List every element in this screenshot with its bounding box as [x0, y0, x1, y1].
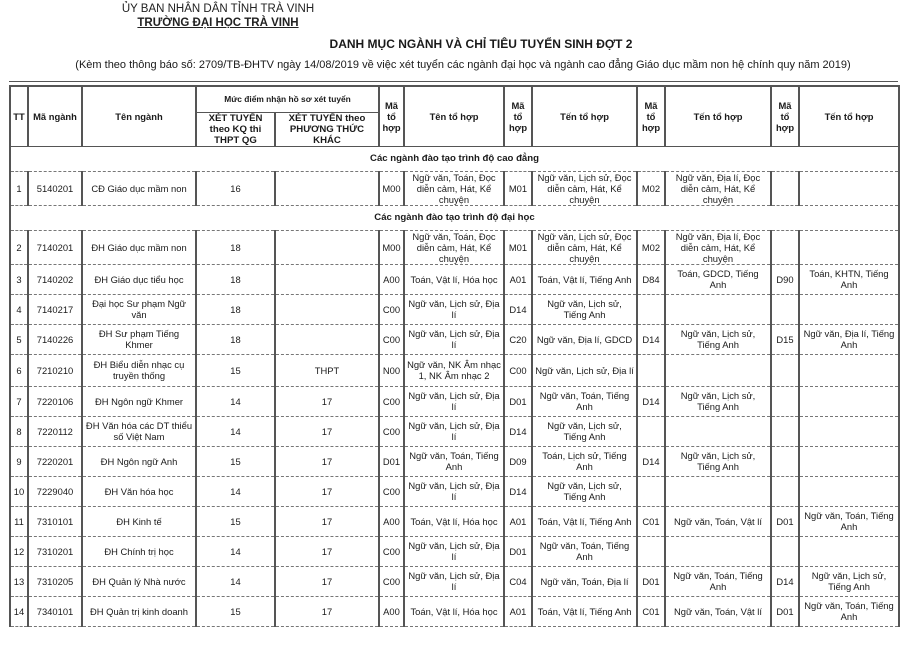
cell-tt: 2	[10, 230, 28, 264]
cell-ten-to-hop-1: Ngữ văn, Lịch sử, Địa lí	[404, 536, 504, 566]
cell-ma-to-hop-2: D01	[504, 386, 532, 416]
cell-ma-to-hop-1: C00	[379, 416, 404, 446]
cell-ma-nganh: 7220201	[28, 446, 82, 476]
cell-ten-to-hop-4	[799, 446, 899, 476]
cell-ten-to-hop-1: Ngữ văn, Toán, Đọc diễn cảm, Hát, Kể chuyện	[404, 171, 504, 205]
col-header-ma-to-hop-1: Mã tổ hợp	[379, 86, 404, 146]
cell-ten-to-hop-2: Ngữ văn, Toán, Tiếng Anh	[532, 386, 637, 416]
col-header-tt: TT	[10, 86, 28, 146]
table-row	[10, 386, 899, 416]
cell-ten-to-hop-2: Ngữ văn, Lịch sử, Địa lí	[532, 354, 637, 386]
cell-ma-to-hop-3	[637, 476, 665, 506]
col-header-ten-to-hop-3: Tến tổ hợp	[665, 86, 771, 146]
cell-ma-to-hop-4	[771, 294, 799, 324]
cell-ma-to-hop-1: D01	[379, 446, 404, 476]
cell-ma-nganh: 7310205	[28, 566, 82, 596]
cell-ten-to-hop-2: Toán, Vật lí, Tiếng Anh	[532, 506, 637, 536]
cell-ma-to-hop-1: C00	[379, 566, 404, 596]
header-rule	[9, 81, 898, 82]
cell-ma-to-hop-4: D01	[771, 506, 799, 536]
cell-ten-to-hop-2: Toán, Vật lí, Tiếng Anh	[532, 596, 637, 626]
cell-diem-thpt: 16	[196, 171, 275, 205]
cell-ten-to-hop-2: Ngữ văn, Toán, Tiếng Anh	[532, 536, 637, 566]
cell-ten-to-hop-1: Ngữ văn, Toán, Tiếng Anh	[404, 446, 504, 476]
section-row	[10, 146, 899, 171]
cell-diem-thpt: 14	[196, 536, 275, 566]
cell-ten-to-hop-4: Ngữ văn, Toán, Tiếng Anh	[799, 596, 899, 626]
cell-ma-to-hop-1: C00	[379, 294, 404, 324]
cell-ten-to-hop-3	[665, 536, 771, 566]
cell-ten-to-hop-3	[665, 476, 771, 506]
cell-ma-nganh: 7220106	[28, 386, 82, 416]
table-row	[10, 506, 899, 536]
cell-ten-to-hop-1: Ngữ văn, Lịch sử, Địa lí	[404, 416, 504, 446]
col-header-ten-nganh: Tên ngành	[82, 86, 196, 146]
cell-ten-to-hop-3: Ngữ văn, Địa lí, Đọc diễn cảm, Hát, Kể chuyện	[665, 171, 771, 205]
cell-diem-thpt: 15	[196, 446, 275, 476]
table-row	[10, 294, 899, 324]
cell-tt: 8	[10, 416, 28, 446]
cell-ma-to-hop-3: D14	[637, 446, 665, 476]
cell-ten-to-hop-2: Toán, Lịch sử, Tiếng Anh	[532, 446, 637, 476]
cell-ten-nganh: CĐ Giáo dục mầm non	[82, 171, 196, 205]
admissions-table	[9, 85, 900, 627]
cell-tt: 13	[10, 566, 28, 596]
cell-ma-to-hop-3: C01	[637, 506, 665, 536]
cell-ten-to-hop-2: Ngữ văn, Lịch sử, Tiếng Anh	[532, 294, 637, 324]
cell-ten-nganh: ĐH Quản lý Nhà nước	[82, 566, 196, 596]
cell-ten-nganh: ĐH Kinh tế	[82, 506, 196, 536]
cell-ma-to-hop-2: C04	[504, 566, 532, 596]
cell-ten-to-hop-3: Toán, GDCD, Tiếng Anh	[665, 264, 771, 294]
cell-diem-khac	[275, 171, 379, 205]
cell-ma-to-hop-1: C00	[379, 476, 404, 506]
cell-ma-to-hop-2: D14	[504, 294, 532, 324]
cell-ma-to-hop-4	[771, 354, 799, 386]
cell-ten-nganh: ĐH Văn hóa các DT thiểu số Việt Nam	[82, 416, 196, 446]
cell-diem-thpt: 14	[196, 416, 275, 446]
cell-ten-to-hop-1: Toán, Vật lí, Hóa học	[404, 506, 504, 536]
cell-diem-thpt: 14	[196, 566, 275, 596]
cell-ten-to-hop-4: Ngữ văn, Địa lí, Tiếng Anh	[799, 324, 899, 354]
cell-ma-to-hop-1: A00	[379, 596, 404, 626]
cell-ten-to-hop-4	[799, 476, 899, 506]
cell-ten-to-hop-3: Ngữ văn, Toán, Tiếng Anh	[665, 566, 771, 596]
cell-ten-to-hop-2: Ngữ văn, Lịch sử, Tiếng Anh	[532, 416, 637, 446]
cell-ten-to-hop-1: Toán, Vật lí, Hóa học	[404, 596, 504, 626]
col-header-ma-to-hop-2: Mã tổ hợp	[504, 86, 532, 146]
cell-diem-khac: 17	[275, 506, 379, 536]
cell-ma-to-hop-2: A01	[504, 264, 532, 294]
cell-ten-nganh: ĐH Chính trị học	[82, 536, 196, 566]
cell-diem-thpt: 18	[196, 324, 275, 354]
cell-ten-to-hop-4: Toán, KHTN, Tiếng Anh	[799, 264, 899, 294]
cell-ten-to-hop-4	[799, 230, 899, 264]
cell-ma-to-hop-4: D14	[771, 566, 799, 596]
cell-diem-khac: 17	[275, 476, 379, 506]
cell-ma-to-hop-4	[771, 230, 799, 264]
cell-ma-to-hop-4	[771, 476, 799, 506]
cell-ma-to-hop-3: D14	[637, 324, 665, 354]
document-title: DANH MỤC NGÀNH VÀ CHỈ TIÊU TUYỂN SINH ĐỢT 2	[329, 37, 633, 51]
cell-ma-to-hop-4	[771, 536, 799, 566]
cell-ma-to-hop-4	[771, 386, 799, 416]
cell-ten-nganh: ĐH Giáo dục tiểu học	[82, 264, 196, 294]
cell-ten-to-hop-4	[799, 536, 899, 566]
cell-ma-to-hop-2: D14	[504, 416, 532, 446]
cell-ten-to-hop-2: Toán, Vật lí, Tiếng Anh	[532, 264, 637, 294]
cell-ten-to-hop-2: Ngữ văn, Lịch sử, Đọc diễn cảm, Hát, Kể chuyện	[532, 171, 637, 205]
cell-diem-thpt: 18	[196, 230, 275, 264]
cell-ma-to-hop-2: C20	[504, 324, 532, 354]
cell-ma-to-hop-4	[771, 416, 799, 446]
col-header-ma-to-hop-3: Mã tổ hợp	[637, 86, 665, 146]
cell-tt: 5	[10, 324, 28, 354]
cell-diem-thpt: 18	[196, 264, 275, 294]
col-header-ma-nganh: Mã ngành	[28, 86, 82, 146]
cell-ma-to-hop-3: M02	[637, 171, 665, 205]
cell-ten-to-hop-4	[799, 416, 899, 446]
cell-ten-to-hop-1: Ngữ văn, Lịch sử, Địa lí	[404, 476, 504, 506]
table-body	[10, 146, 899, 626]
cell-ma-nganh: 7310201	[28, 536, 82, 566]
table-row	[10, 536, 899, 566]
cell-diem-khac	[275, 294, 379, 324]
cell-ten-to-hop-1: Ngữ văn, NK Âm nhạc 1, NK Âm nhạc 2	[404, 354, 504, 386]
cell-ten-nganh: ĐH Quản trị kinh doanh	[82, 596, 196, 626]
cell-ma-nganh: 7140202	[28, 264, 82, 294]
cell-ten-to-hop-1: Ngữ văn, Toán, Đọc diễn cảm, Hát, Kể chuyện	[404, 230, 504, 264]
cell-diem-khac: 17	[275, 536, 379, 566]
cell-ma-to-hop-1: M00	[379, 230, 404, 264]
cell-ma-to-hop-3: M02	[637, 230, 665, 264]
cell-ten-to-hop-3: Ngữ văn, Toán, Vật lí	[665, 596, 771, 626]
cell-ten-nganh: ĐH Biểu diễn nhạc cụ truyền thống	[82, 354, 196, 386]
cell-ten-to-hop-2: Ngữ văn, Lịch sử, Đọc diễn cảm, Hát, Kể chuyện	[532, 230, 637, 264]
cell-tt: 1	[10, 171, 28, 205]
cell-ten-to-hop-3: Ngữ văn, Lịch sử, Tiếng Anh	[665, 324, 771, 354]
col-header-ten-to-hop-4: Tến tổ hợp	[799, 86, 899, 146]
cell-tt: 12	[10, 536, 28, 566]
cell-ma-to-hop-4	[771, 171, 799, 205]
cell-ma-nganh: 7210210	[28, 354, 82, 386]
cell-ma-to-hop-3	[637, 416, 665, 446]
cell-diem-khac	[275, 264, 379, 294]
cell-ma-to-hop-3	[637, 354, 665, 386]
section-label: Các ngành đào tạo trình độ cao đẳng	[10, 146, 899, 171]
cell-tt: 6	[10, 354, 28, 386]
cell-ma-to-hop-1: A00	[379, 506, 404, 536]
cell-ten-to-hop-2: Ngữ văn, Địa lí, GDCD	[532, 324, 637, 354]
cell-ten-to-hop-4	[799, 386, 899, 416]
cell-diem-thpt: 14	[196, 476, 275, 506]
cell-diem-khac: 17	[275, 596, 379, 626]
table-row	[10, 446, 899, 476]
cell-ma-to-hop-1: C00	[379, 536, 404, 566]
cell-ten-to-hop-1: Ngữ văn, Lịch sử, Địa lí	[404, 294, 504, 324]
cell-tt: 10	[10, 476, 28, 506]
table-row	[10, 354, 899, 386]
cell-ma-to-hop-1: A00	[379, 264, 404, 294]
cell-ma-nganh: 7340101	[28, 596, 82, 626]
cell-tt: 11	[10, 506, 28, 536]
col-header-ten-to-hop-1: Tên tổ hợp	[404, 86, 504, 146]
cell-ma-to-hop-2: M01	[504, 230, 532, 264]
cell-ma-to-hop-3	[637, 294, 665, 324]
table-row	[10, 264, 899, 294]
table-header	[10, 86, 899, 146]
section-label: Các ngành đào tạo trình độ đại học	[10, 205, 899, 230]
cell-ten-to-hop-3: Ngữ văn, Lịch sử, Tiếng Anh	[665, 446, 771, 476]
document-subtitle: (Kèm theo thông báo số: 2709/TB-ĐHTV ngày 14/08/2019 về việc xét tuyển các ngành đại học và ngành cao đẳng Giáo dục mầm non hệ chính quy năm 2019)	[75, 59, 851, 71]
table-row	[10, 596, 899, 626]
cell-ten-nganh: ĐH Văn hóa học	[82, 476, 196, 506]
cell-ma-to-hop-1: M00	[379, 171, 404, 205]
cell-ma-nganh: 7140226	[28, 324, 82, 354]
cell-diem-thpt: 18	[196, 294, 275, 324]
cell-tt: 9	[10, 446, 28, 476]
cell-ma-to-hop-2: D14	[504, 476, 532, 506]
table-row	[10, 324, 899, 354]
col-header-ma-to-hop-4: Mã tổ hợp	[771, 86, 799, 146]
cell-ten-to-hop-3: Ngữ văn, Lịch sử, Tiếng Anh	[665, 386, 771, 416]
col-header-xt-khac: XÉT TUYỂN theo PHƯƠNG THỨC KHÁC	[275, 112, 379, 146]
cell-ten-to-hop-4: Ngữ văn, Toán, Tiếng Anh	[799, 506, 899, 536]
cell-ma-to-hop-2: M01	[504, 171, 532, 205]
cell-ma-to-hop-3: D01	[637, 566, 665, 596]
cell-diem-khac: THPT	[275, 354, 379, 386]
table-row	[10, 230, 899, 264]
cell-diem-thpt: 15	[196, 596, 275, 626]
cell-ma-nganh: 7220112	[28, 416, 82, 446]
col-header-ten-to-hop-2: Tến tổ hợp	[532, 86, 637, 146]
cell-ten-nganh: ĐH Sư phạm Tiếng Khmer	[82, 324, 196, 354]
cell-tt: 7	[10, 386, 28, 416]
cell-ma-to-hop-2: A01	[504, 506, 532, 536]
cell-diem-khac: 17	[275, 416, 379, 446]
cell-ma-to-hop-1: C00	[379, 324, 404, 354]
col-header-xt-thpt: XÉT TUYỂN theo KQ thi THPT QG	[196, 112, 275, 146]
cell-ma-to-hop-3: D84	[637, 264, 665, 294]
table-row	[10, 416, 899, 446]
cell-ma-to-hop-4: D15	[771, 324, 799, 354]
cell-ma-to-hop-4: D01	[771, 596, 799, 626]
table-row	[10, 171, 899, 205]
cell-ten-to-hop-1: Toán, Vật lí, Hóa học	[404, 264, 504, 294]
table-row	[10, 566, 899, 596]
cell-ten-to-hop-3: Ngữ văn, Địa lí, Đọc diễn cảm, Hát, Kể chuyện	[665, 230, 771, 264]
cell-diem-khac: 17	[275, 386, 379, 416]
cell-ten-to-hop-3	[665, 416, 771, 446]
cell-ten-to-hop-3	[665, 294, 771, 324]
cell-ten-nganh: ĐH Ngôn ngữ Khmer	[82, 386, 196, 416]
cell-ma-nganh: 7229040	[28, 476, 82, 506]
cell-ten-to-hop-3	[665, 354, 771, 386]
cell-ma-to-hop-2: D09	[504, 446, 532, 476]
cell-ten-to-hop-4	[799, 171, 899, 205]
cell-ma-to-hop-4	[771, 446, 799, 476]
cell-ten-to-hop-4	[799, 294, 899, 324]
cell-ma-nganh: 7310101	[28, 506, 82, 536]
cell-ma-to-hop-4: D90	[771, 264, 799, 294]
cell-ma-to-hop-2: A01	[504, 596, 532, 626]
cell-ten-to-hop-2: Ngữ văn, Toán, Địa lí	[532, 566, 637, 596]
cell-tt: 3	[10, 264, 28, 294]
cell-ten-nganh: ĐH Giáo dục mầm non	[82, 230, 196, 264]
cell-ma-to-hop-3: D14	[637, 386, 665, 416]
cell-diem-thpt: 14	[196, 386, 275, 416]
cell-ten-to-hop-4	[799, 354, 899, 386]
table-row	[10, 476, 899, 506]
cell-ma-nganh: 5140201	[28, 171, 82, 205]
cell-ma-to-hop-2: C00	[504, 354, 532, 386]
cell-ten-nganh: Đại học Sư phạm Ngữ văn	[82, 294, 196, 324]
cell-tt: 4	[10, 294, 28, 324]
cell-ten-to-hop-1: Ngữ văn, Lịch sử, Địa lí	[404, 324, 504, 354]
cell-diem-khac: 17	[275, 566, 379, 596]
cell-ma-to-hop-3: C01	[637, 596, 665, 626]
cell-diem-thpt: 15	[196, 354, 275, 386]
cell-ten-to-hop-1: Ngữ văn, Lịch sử, Địa lí	[404, 566, 504, 596]
cell-ten-to-hop-3: Ngữ văn, Toán, Vật lí	[665, 506, 771, 536]
org-line-1: ỦY BAN NHÂN DÂN TỈNH TRÀ VINH	[121, 3, 315, 15]
cell-ma-to-hop-3	[637, 536, 665, 566]
cell-diem-khac: 17	[275, 446, 379, 476]
cell-diem-khac	[275, 230, 379, 264]
cell-ma-to-hop-2: D01	[504, 536, 532, 566]
cell-ma-nganh: 7140217	[28, 294, 82, 324]
cell-ma-nganh: 7140201	[28, 230, 82, 264]
cell-ten-to-hop-4: Ngữ văn, Lịch sử, Tiếng Anh	[799, 566, 899, 596]
cell-ten-to-hop-1: Ngữ văn, Lịch sử, Địa lí	[404, 386, 504, 416]
section-row	[10, 205, 899, 230]
cell-diem-thpt: 15	[196, 506, 275, 536]
col-header-muc-diem: Mức điểm nhận hồ sơ xét tuyển	[196, 86, 379, 112]
cell-diem-khac	[275, 324, 379, 354]
org-line-2: TRƯỜNG ĐẠI HỌC TRÀ VINH	[137, 17, 299, 29]
cell-ten-to-hop-2: Ngữ văn, Lịch sử, Tiếng Anh	[532, 476, 637, 506]
cell-ma-to-hop-1: N00	[379, 354, 404, 386]
cell-ma-to-hop-1: C00	[379, 386, 404, 416]
cell-ten-nganh: ĐH Ngôn ngữ Anh	[82, 446, 196, 476]
cell-tt: 14	[10, 596, 28, 626]
